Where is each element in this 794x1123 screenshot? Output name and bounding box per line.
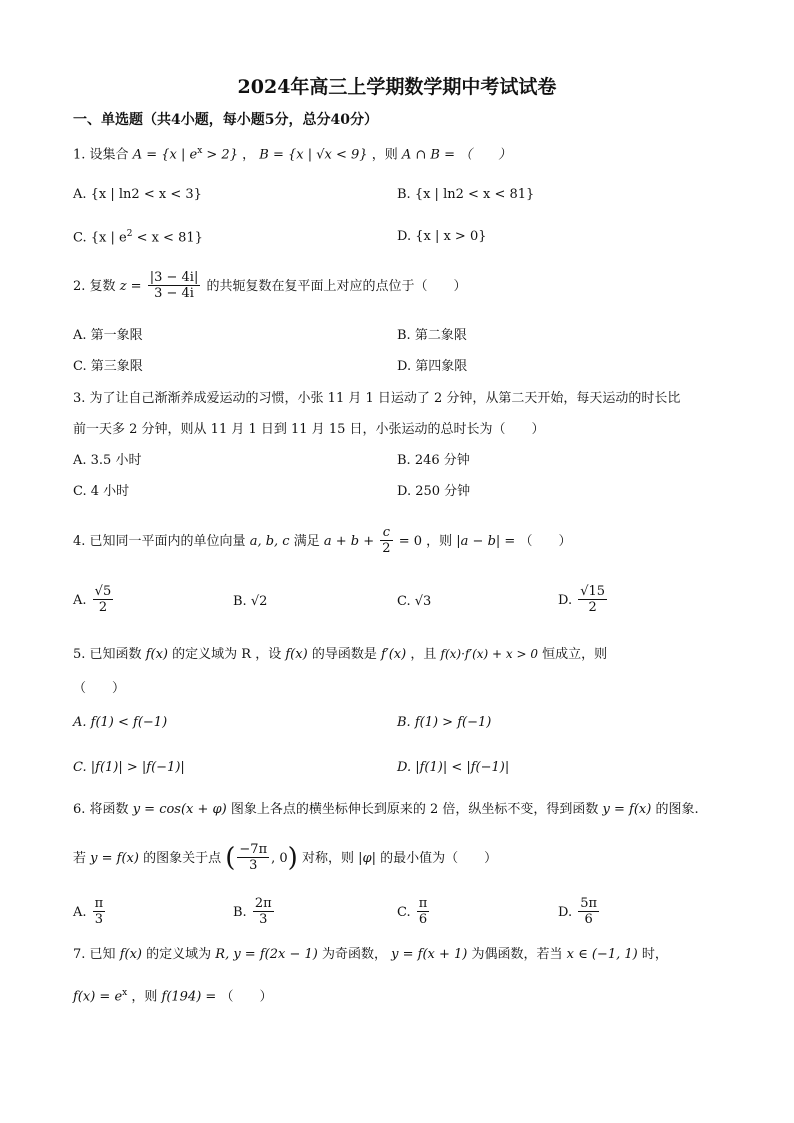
section-heading: 一、单选题（共4小题，每小题5分，总分40分） [73, 112, 378, 128]
question-4-option-d[interactable]: D. $\frac{√15}{2}$ [558, 584, 606, 616]
question-5-option-a[interactable]: A. f(1) < f(−1) [73, 715, 168, 730]
question-3-stem-line-1: 3. 为了让自己渐渐养成爱运动的习惯，小张 11 月 1 日运动了 2 分钟，从第二天开始，每天运动的时长比 [73, 391, 681, 406]
question-1-option-b[interactable]: B. {x | ln2 < x < 81} [397, 187, 535, 202]
question-2-fraction: $\frac{|3 - 4i|}{3 - 4i}$ [149, 270, 199, 302]
question-5-stem-line-2: （ ） [73, 681, 126, 696]
question-6-option-d[interactable]: D. $\frac{5\pi}{6}$ [558, 896, 598, 928]
question-6-option-a[interactable]: A. $\frac{\pi}{3}$ [73, 896, 104, 928]
question-3-option-c[interactable]: C. 4 小时 [73, 484, 130, 499]
page-title: 2024年高三上学期数学期中考试试卷 [237, 76, 557, 98]
question-3-stem-line-2: 前一天多 2 分钟，则从 11 月 1 日到 11 月 15 日，小张运动的总时长为（ ） [73, 422, 545, 437]
question-4-option-c[interactable]: C. √3 [397, 594, 432, 609]
question-4-option-a[interactable]: A. $\frac{√5}{2}$ [73, 584, 112, 616]
question-4-option-b[interactable]: B. √2 [233, 594, 268, 609]
question-5-option-c[interactable]: C. |f(1)| > |f(−1)| [73, 760, 185, 775]
question-2-option-d[interactable]: D. 第四象限 [397, 359, 468, 374]
question-2-option-c[interactable]: C. 第三象限 [73, 359, 143, 374]
question-7-stem-line-1: 7. 已知 f(x) 的定义域为 R, y = f(2x − 1) 为奇函数， y = f(x + 1) 为偶函数，若当 x ∈ (−1, 1) 时， [73, 947, 668, 962]
question-6-stem-line-2: 若 y = f(x) 的图象关于点 ( $\frac{-7\pi}{3}$ , 0) 对称，则 |φ| 的最小值为（ ） [73, 842, 498, 874]
question-3-option-d[interactable]: D. 250 分钟 [397, 484, 471, 499]
question-6-option-c[interactable]: C. $\frac{\pi}{6}$ [397, 896, 428, 928]
question-5-option-d[interactable]: D. |f(1)| < |f(−1)| [397, 760, 510, 775]
question-5-stem-line-1: 5. 已知函数 f(x) 的定义域为 R ，设 f(x) 的导函数是 f′(x) ，且 f(x)·f′(x) + x > 0 恒成立，则 [73, 647, 608, 662]
question-6-stem-line-1: 6. 将函数 y = cos(x + φ) 图象上各点的横坐标伸长到原来的 2 倍，纵坐标不变，得到函数 y = f(x) 的图象. [73, 802, 699, 817]
question-2-stem: 2. 复数 z = $\frac{|3 - 4i|}{3 - 4i}$ 的共轭复数在复平面上对应的点位于（ ） [73, 270, 467, 302]
question-4-stem: 4. 已知同一平面内的单位向量 a, b, c 满足 a + b + $\frac{c}{2}$ = 0 ，则 |a − b| = （ ） [73, 525, 572, 557]
question-1-option-c[interactable]: C. {x | $e^2 < x < 81$} [73, 229, 203, 246]
question-6-option-b[interactable]: B. $\frac{2\pi}{3}$ [233, 896, 272, 928]
question-1-option-d[interactable]: D. {x | x > 0} [397, 229, 487, 244]
question-5-option-b[interactable]: B. f(1) > f(−1) [397, 715, 492, 730]
question-2-option-a[interactable]: A. 第一象限 [73, 328, 143, 343]
question-1-stem: 1. 设集合 A = {x | $e^x > 2$} ， B = {x | √x < 9} ，则 A ∩ B = （ ） [73, 146, 512, 163]
question-3-option-b[interactable]: B. 246 分钟 [397, 453, 470, 468]
question-1-option-a[interactable]: A. {x | ln2 < x < 3} [73, 187, 202, 202]
question-7-stem-line-2: $f(x) = e^x$ ，则 f(194) = （ ） [73, 988, 273, 1005]
question-3-option-a[interactable]: A. 3.5 小时 [73, 453, 142, 468]
question-4-fraction: $\frac{c}{2}$ [382, 525, 391, 557]
question-2-option-b[interactable]: B. 第二象限 [397, 328, 467, 343]
